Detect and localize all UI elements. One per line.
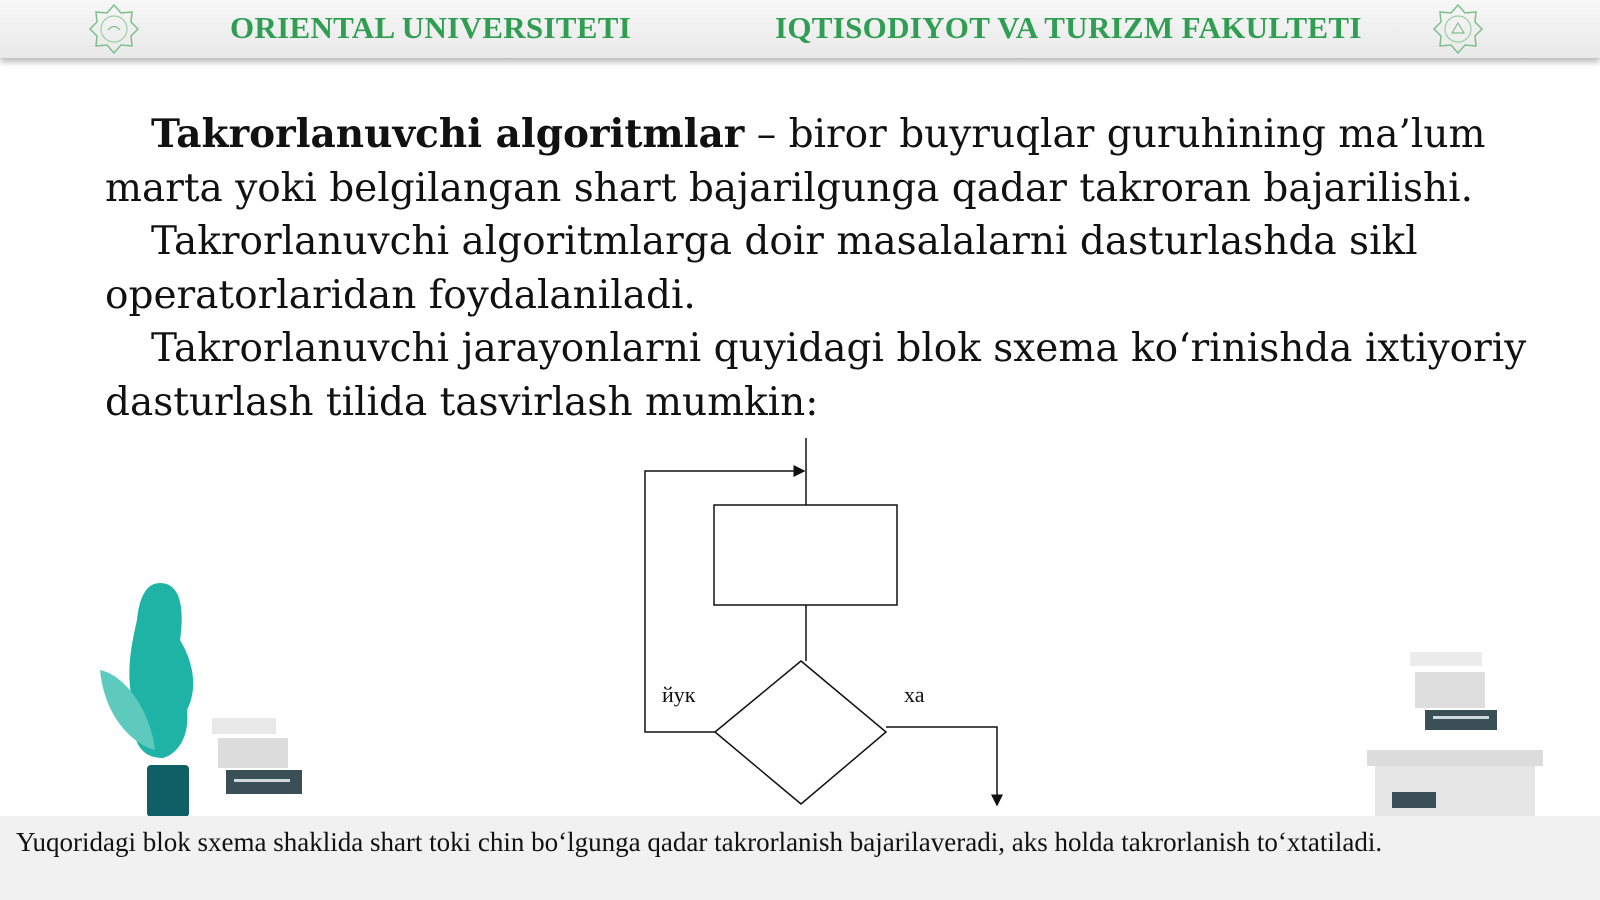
definition-term: Takrorlanuvchi algoritmlar [151, 111, 745, 157]
process-block [714, 505, 897, 605]
condition-diamond [715, 661, 886, 804]
boxes-right-illustration [1365, 650, 1545, 816]
paper-stack-left-illustration [210, 716, 305, 801]
faculty-title: IQTISODIYOT VA TURIZM FAKULTETI [775, 10, 1362, 45]
exit-arrow [886, 727, 997, 805]
university-title: ORIENTAL UNIVERSITETI [230, 10, 632, 45]
yes-branch-label: ха [904, 682, 925, 707]
definition-body: – biror buyruqlar guruhining ma’lum marta yoki belgilangan shart bajarilgunga qadar takroran bajarilishi. [105, 112, 1486, 211]
operators-paragraph: Takrorlanuvchi algoritmlarga doir masalalarni dasturlashda sikl operatorlaridan foydalaniladi. [105, 219, 1418, 318]
footer-note: Yuqoridagi blok sxema shaklida shart toki chin boʻlgunga qadar takrorlanish bajarilaveradi, aks holda takrorlanish toʻxtatiladi. [16, 827, 1383, 857]
flowchart-intro-paragraph: Takrorlanuvchi jarayonlarni quyidagi blok sxema koʻrinishda ixtiyoriy dasturlash tilida tasvirlash mumkin: [105, 326, 1527, 425]
no-branch-label: йук [662, 682, 696, 707]
plant-illustration [95, 580, 205, 820]
